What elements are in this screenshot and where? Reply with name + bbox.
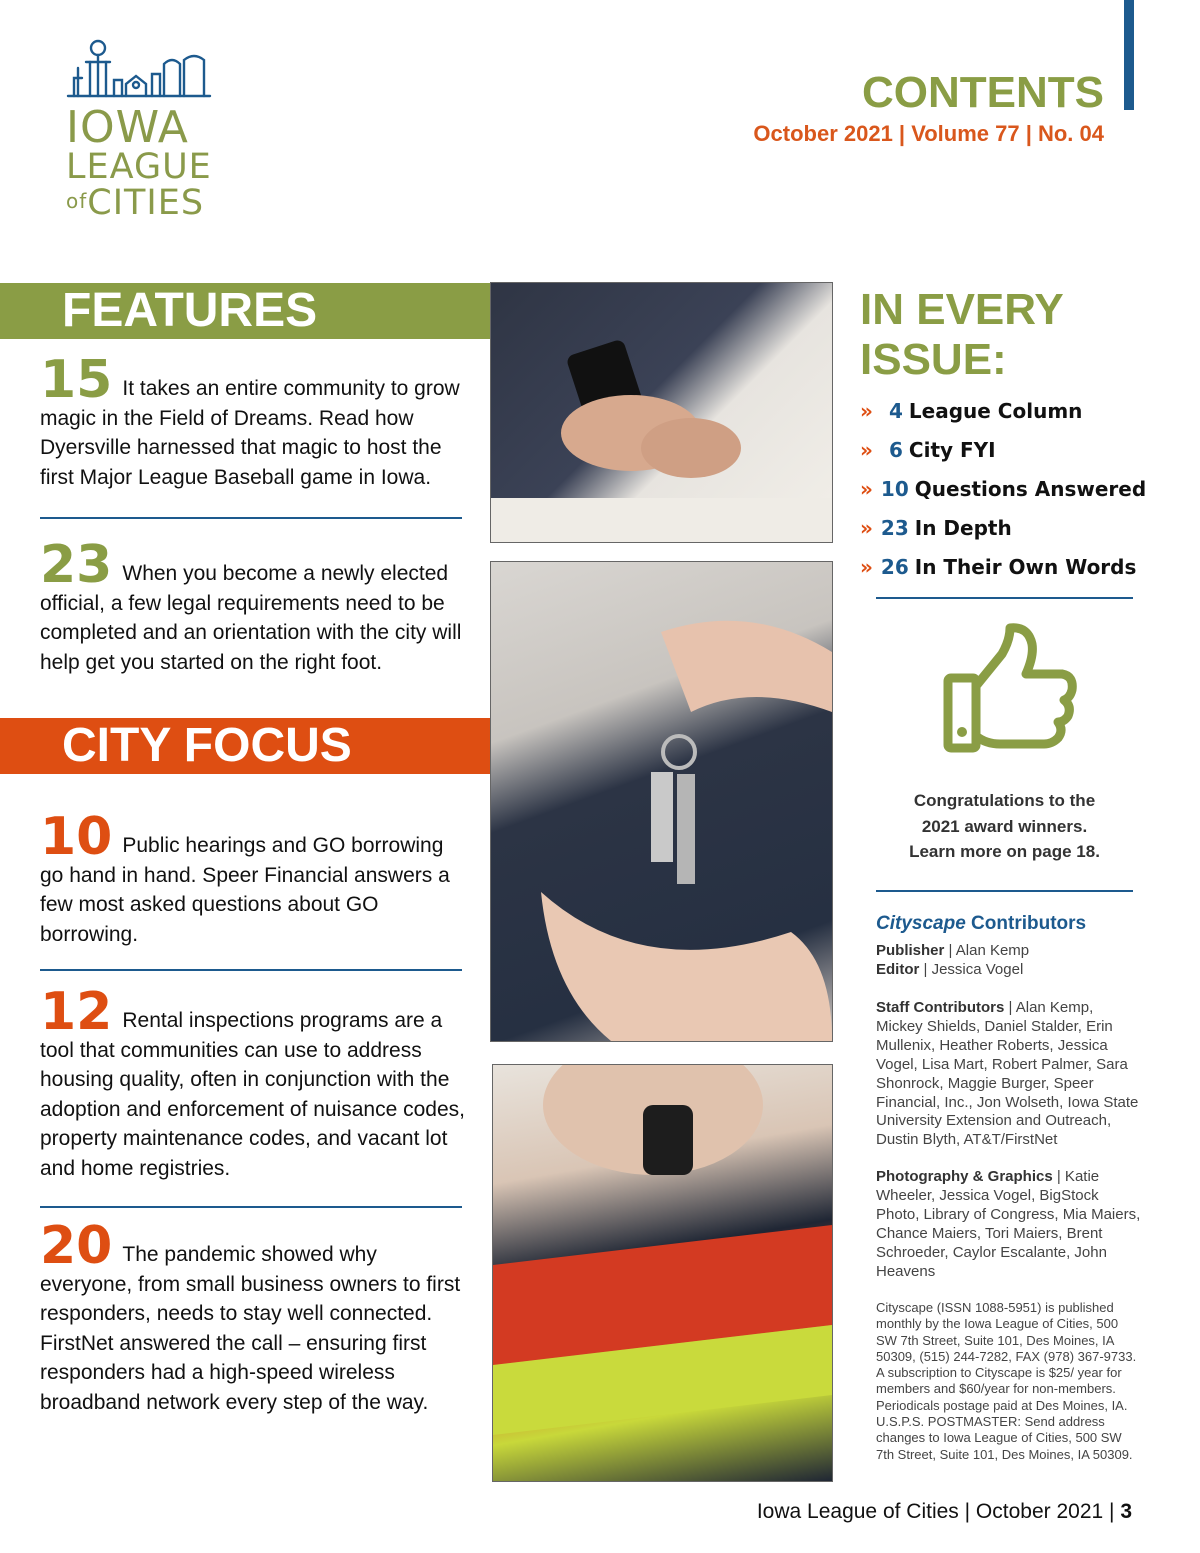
logo-text-cities-word: CITIES bbox=[87, 183, 205, 223]
contents-title: CONTENTS bbox=[862, 68, 1104, 117]
article-summary: When you become a newly elected official, a few legal requirements need to be completed and an orientation with the city will help get you started on the right foot. bbox=[40, 562, 462, 674]
publisher-label: Publisher bbox=[876, 942, 945, 959]
photography-credits bbox=[876, 1168, 1141, 1281]
chevron-icon: » bbox=[860, 555, 873, 579]
chevron-icon: » bbox=[860, 516, 873, 540]
logo-text-league: LEAGUE bbox=[66, 147, 212, 187]
chevron-icon: » bbox=[860, 399, 873, 423]
top-accent-bar bbox=[1124, 0, 1134, 110]
contributors-title bbox=[876, 913, 1086, 935]
editor-label: Editor bbox=[876, 961, 920, 978]
award-line: 2021 award winners. bbox=[921, 816, 1088, 836]
photo-firefighter-radio bbox=[492, 1064, 833, 1482]
article-summary: Public hearings and GO borrowing go hand in hand. Speer Financial answers a few most asked questions about GO borrowing. bbox=[40, 834, 450, 946]
editor-name: | Jessica Vogel bbox=[919, 961, 1024, 978]
item-page: 4 bbox=[889, 399, 903, 423]
chevron-icon: » bbox=[860, 477, 873, 501]
photo-hands-smartphone bbox=[490, 282, 833, 543]
award-line: Learn more on page 18. bbox=[909, 842, 1100, 861]
chevron-icon: » bbox=[860, 438, 873, 462]
divider bbox=[876, 890, 1133, 892]
item-page: 10 bbox=[880, 477, 909, 501]
logo-text-iowa: IOWA bbox=[66, 102, 189, 153]
photo-label: Photography & Graphics bbox=[876, 1168, 1053, 1185]
list-item[interactable] bbox=[860, 554, 1146, 593]
list-item[interactable] bbox=[860, 515, 1146, 554]
article-page-number: 20 bbox=[40, 1216, 113, 1276]
article-page-number: 15 bbox=[40, 350, 113, 410]
item-label: Questions Answered bbox=[914, 477, 1147, 501]
in-every-issue-title: IN EVERY ISSUE: bbox=[860, 285, 1063, 384]
item-label: In Their Own Words bbox=[914, 555, 1137, 579]
focus-article-20[interactable] bbox=[40, 1216, 470, 1418]
feature-article-23[interactable] bbox=[40, 535, 470, 677]
publisher-line bbox=[876, 942, 1141, 961]
contributors-title-rest: Contributors bbox=[965, 913, 1087, 934]
article-summary: It takes an entire community to grow magic in the Field of Dreams. Read how Dyersville harnessed that magic to host the first Major League Baseball game in Iowa. bbox=[40, 377, 460, 489]
city-focus-banner: CITY FOCUS bbox=[0, 718, 490, 774]
item-page: 23 bbox=[880, 516, 909, 540]
article-page-number: 12 bbox=[40, 982, 113, 1042]
page-footer bbox=[757, 1500, 1132, 1524]
item-label: In Depth bbox=[914, 516, 1012, 540]
list-item[interactable] bbox=[860, 437, 1146, 476]
iowa-league-logo bbox=[52, 38, 222, 223]
publisher-name: | Alan Kemp bbox=[944, 942, 1030, 959]
item-page: 6 bbox=[889, 438, 903, 462]
award-line: Congratulations to the bbox=[913, 791, 1096, 810]
issue-line: October 2021 | Volume 77 | No. 04 bbox=[753, 121, 1104, 146]
logo-text-cities bbox=[66, 183, 205, 223]
article-page-number: 10 bbox=[40, 807, 113, 867]
staff-label: Staff Contributors bbox=[876, 999, 1005, 1016]
thumbs-up-icon bbox=[940, 620, 1080, 755]
item-label: City FYI bbox=[908, 438, 996, 462]
photo-names: | Katie Wheeler, Jessica Vogel, BigStock Photo, Library of Congress, Mia Maiers, Chance Maiers, Tori Maiers, Brent Schroeder, Caylor Escalante, John Heavens bbox=[876, 1168, 1141, 1280]
divider bbox=[40, 969, 462, 971]
feature-article-15[interactable] bbox=[40, 350, 470, 492]
item-page: 26 bbox=[880, 555, 909, 579]
logo-text-of: of bbox=[66, 189, 88, 213]
focus-article-12[interactable] bbox=[40, 982, 470, 1184]
contributors-title-italic: Cityscape bbox=[876, 913, 966, 934]
photo-handing-keys bbox=[490, 561, 833, 1042]
list-item[interactable] bbox=[860, 398, 1146, 437]
divider bbox=[40, 1206, 462, 1208]
award-congrats bbox=[876, 788, 1133, 865]
divider bbox=[876, 597, 1133, 599]
focus-article-10[interactable] bbox=[40, 807, 470, 949]
list-item[interactable] bbox=[860, 476, 1146, 515]
page-number: 3 bbox=[1120, 1500, 1132, 1523]
staff-contributors bbox=[876, 999, 1141, 1150]
article-summary: Rental inspections programs are a tool that communities can use to address housing quality, often in conjunction with the adoption and enforcement of nuisance codes, property maintenance codes, and vacant lot and home registries. bbox=[40, 1009, 465, 1180]
item-label: League Column bbox=[908, 399, 1083, 423]
staff-names: | Alan Kemp, Mickey Shields, Daniel Stalder, Erin Mullenix, Heather Roberts, Jessica Vogel, Lisa Mart, Robert Palmer, Sara Shonrock, Maggie Burger, Speer Financial, Inc., Jon Wolseth, Iowa State University Extension and Outreach, Dustin Blyth, AT&T/FirstNet bbox=[876, 999, 1139, 1149]
footer-text: Iowa League of Cities | October 2021 | bbox=[756, 1500, 1121, 1523]
features-banner: FEATURES bbox=[0, 283, 490, 339]
article-summary: The pandemic showed why everyone, from small business owners to first responders, needs to stay well connected. FirstNet answered the call – ensuring first responders had a high-speed wireless broadband network every step of the way. bbox=[40, 1243, 461, 1414]
editor-line bbox=[876, 961, 1141, 980]
article-page-number: 23 bbox=[40, 535, 113, 595]
divider bbox=[40, 517, 462, 519]
in-every-issue-list bbox=[860, 398, 1146, 593]
skyline-icon bbox=[64, 38, 214, 100]
publication-note: Cityscape (ISSN 1088-5951) is published monthly by the Iowa League of Cities, 500 SW 7th Street, Suite 101, Des Moines, IA 50309, (515) 244-7282, FAX (978) 367-9733. A subscription to Cityscape is $25/ year for members and $60/year for non-members. Periodicals postage paid at Des Moines, IA. U.S.P.S. POSTMASTER: Send address changes to Iowa League of Cities, 500 SW 7th Street, Suite 101, Des Moines, IA 50309. bbox=[876, 1300, 1137, 1462]
